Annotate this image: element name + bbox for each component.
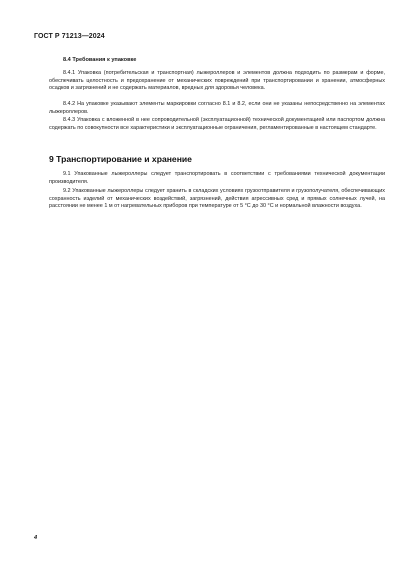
paragraph-8-4-1: 8.4.1 Упаковка (потребительская и транспортная) лыжероллеров и элементов должна подходить по размерам и форме, обеспечивать целостность и предохранение от механических повреждений при транспортировании и хранении, атмосферных осадков и загрязнений и не содержать материалов, вредных для здоровья человека. <box>49 70 385 92</box>
paragraph-8-4-3: 8.4.3 Упаковка с вложенной в нее сопроводительной (эксплуатационной) технической документацией или паспортом должна содержать по совокупности все характеристики и эксплуатационные ограничения, регламентированные в настоящем стандарте. <box>49 117 385 131</box>
paragraph-8-4-2: 8.4.2 На упаковке указывают элементы маркировки согласно 8.1 и 8.2, если они не указаны непосредственно на элементах лыжероллеров. <box>49 101 385 115</box>
page-number: 4 <box>34 535 38 541</box>
paragraph-9-2: 9.2 Упакованные лыжероллеры следует хранить в складских условиях грузоотправителя и грузополучателя, обеспечивающих сохранность изделий от механических воздействий, загрязнений, действия агрессивных сред и прямых солнечных лучей, на расстоянии не менее 1 м от нагревательных приборов при температуре от 5 °С до 30 °С и нормальной влажности воздуха. <box>49 188 385 210</box>
section-title: 9 Транспортирование и хранение <box>49 154 192 164</box>
subsection-title: 8.4 Требования к упаковке <box>63 57 137 63</box>
paragraph-9-1: 9.1 Упакованные лыжероллеры следует транспортировать в соответствии с требованиями технической документации производителя. <box>49 171 385 185</box>
document-header: ГОСТ Р 71213—2024 <box>34 33 105 40</box>
